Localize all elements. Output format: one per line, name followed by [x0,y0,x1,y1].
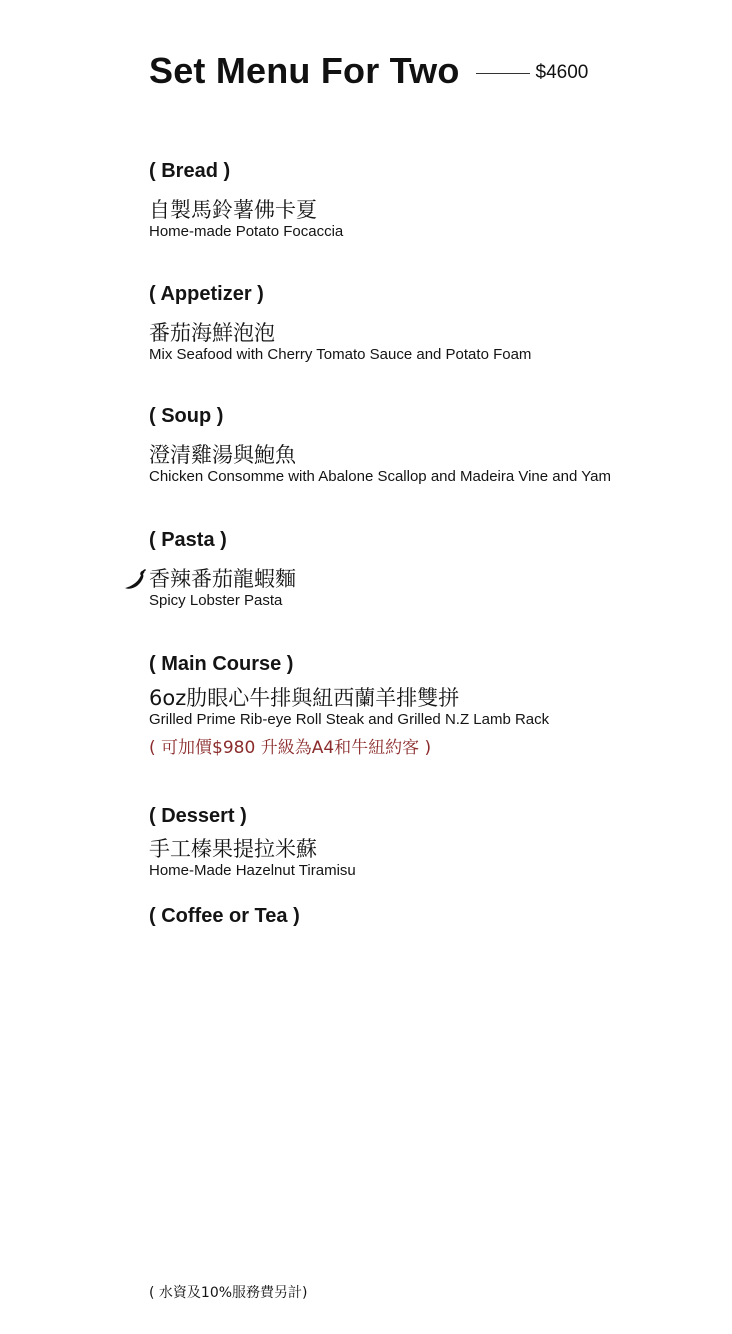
section-heading: ( Dessert ) [149,805,247,827]
upgrade-note: ( 可加價$980 升級為A4和牛紐約客 ) [149,738,432,758]
section-coffee-tea [149,904,709,928]
dish-name-zh: 6oz肋眼心牛排與紐西蘭羊排雙拼 [149,686,460,710]
dish-name-en: Chicken Consomme with Abalone Scallop and Madeira Vine and Yam [149,468,611,485]
section-heading: ( Bread ) [149,160,231,182]
dish-name-zh: 番茄海鮮泡泡 [149,321,275,345]
title-row [149,50,588,92]
section-appetizer [149,282,709,364]
dish-name-zh-row [149,566,709,592]
section-dessert [149,804,709,880]
dish-name-en: Spicy Lobster Pasta [149,592,283,609]
section-heading: ( Main Course ) [149,653,294,675]
service-charge-note: ( 水資及10%服務費另計) [149,1285,308,1301]
dish-name-zh: 手工榛果提拉米蘇 [149,837,317,861]
section-main-course [149,652,709,759]
dish-name-zh: 自製馬鈴薯佛卡夏 [149,198,317,222]
dish-name-en: Grilled Prime Rib-eye Roll Steak and Grilled N.Z Lamb Rack [149,711,550,728]
set-price: $4600 [535,62,589,83]
section-heading: ( Appetizer ) [149,283,264,305]
chili-pepper-icon [123,569,147,591]
title-divider [476,73,530,74]
dish-name-zh: 澄清雞湯與鮑魚 [149,443,296,467]
dish-name-en: Home-Made Hazelnut Tiramisu [149,862,356,879]
section-heading: ( Soup ) [149,405,224,427]
section-soup [149,404,709,486]
section-heading: ( Coffee or Tea ) [149,905,300,927]
dish-name-zh: 香辣番茄龍蝦麵 [149,567,296,591]
section-heading: ( Pasta ) [149,529,227,551]
section-pasta [149,528,709,610]
section-bread [149,159,709,241]
page-title: Set Menu For Two [149,50,460,91]
dish-name-en: Home-made Potato Focaccia [149,223,344,240]
dish-name-en: Mix Seafood with Cherry Tomato Sauce and Potato Foam [149,346,532,363]
